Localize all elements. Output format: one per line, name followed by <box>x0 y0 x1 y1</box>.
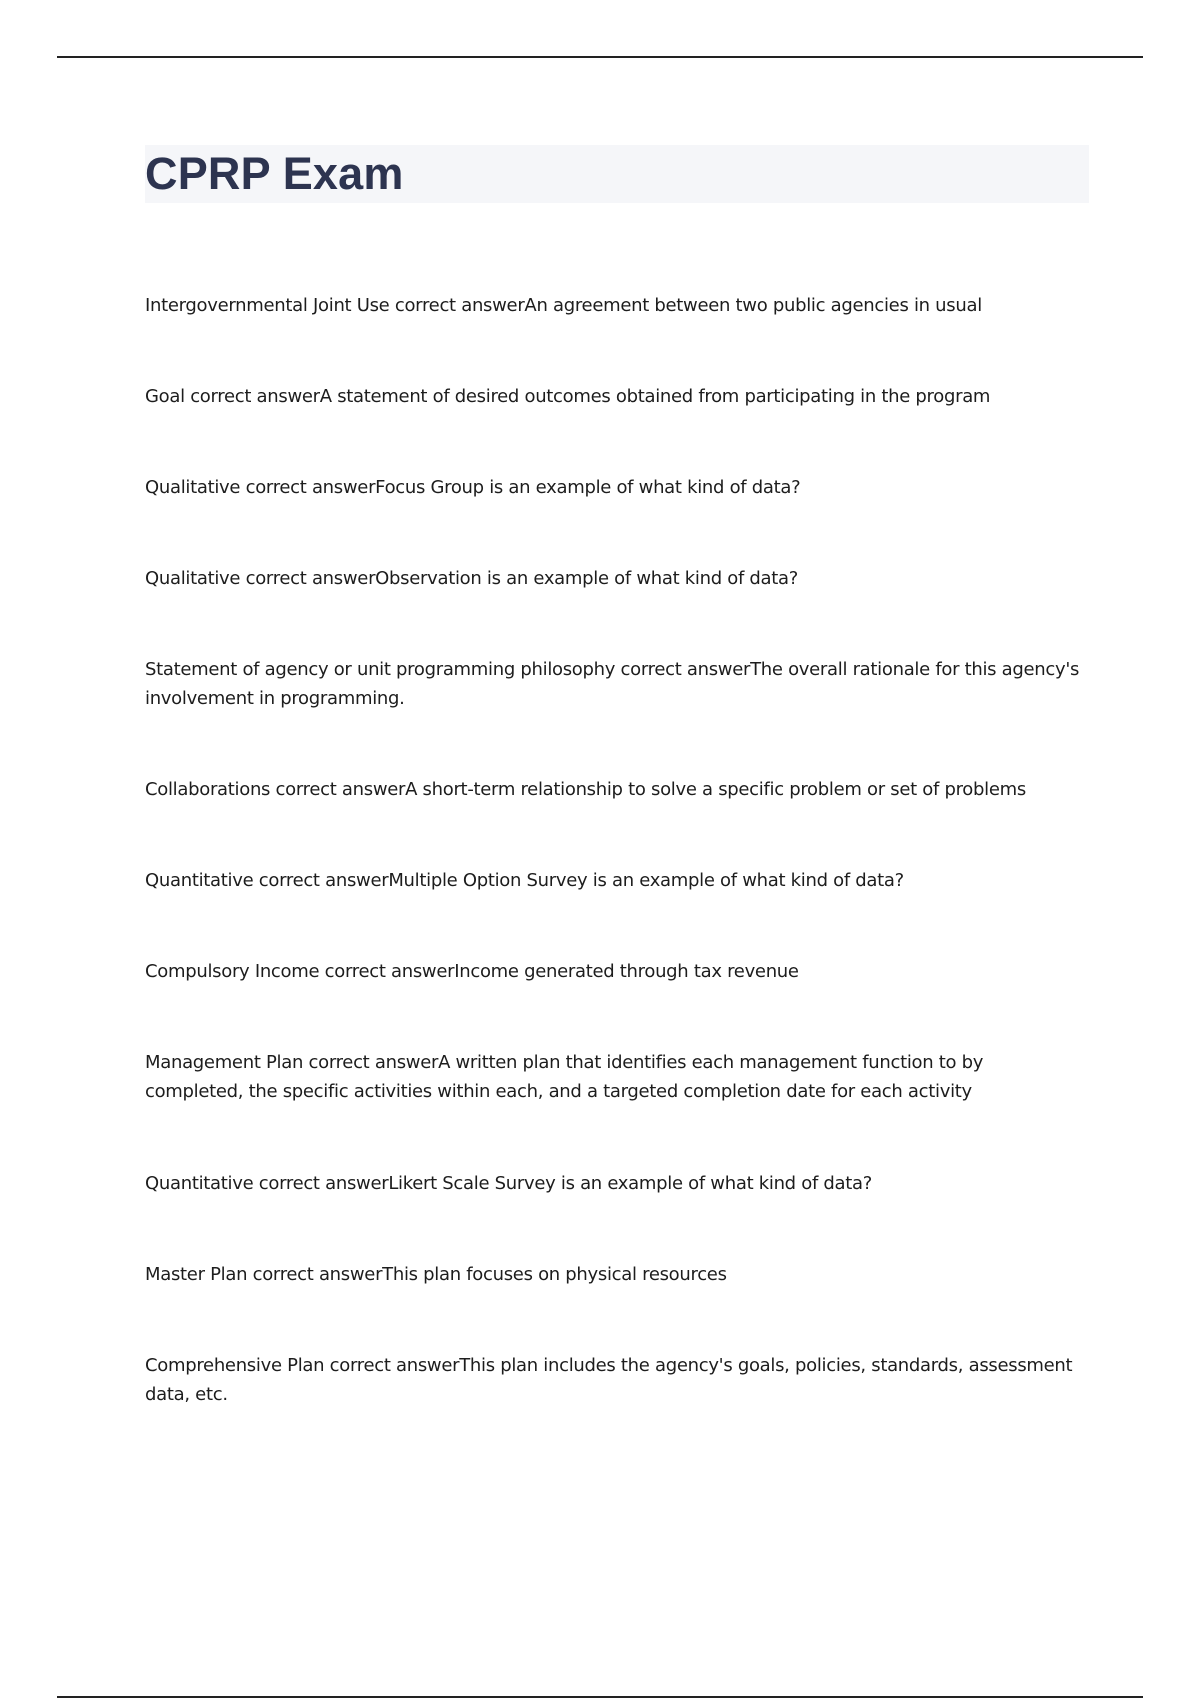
entry-item: Quantitative correct answerMultiple Option Survey is an example of what kind of data? <box>145 870 904 891</box>
entry-item: Goal correct answerA statement of desired outcomes obtained from participating in the program <box>145 386 991 407</box>
top-rule <box>57 56 1143 58</box>
page-title: CPRP Exam <box>145 148 404 199</box>
bottom-rule <box>57 1696 1143 1698</box>
entry-item: Quantitative correct answerLikert Scale Survey is an example of what kind of data? <box>145 1173 872 1194</box>
title-band <box>145 145 1089 203</box>
entry-item: Compulsory Income correct answerIncome generated through tax revenue <box>145 961 799 982</box>
entry-item: Qualitative correct answerFocus Group is an example of what kind of data? <box>145 477 801 498</box>
entry-item: Management Plan correct answerA written plan that identifies each management function to by completed, the specific activities within each, and a targeted completion date for each activity <box>145 1052 984 1102</box>
entry-item: Statement of agency or unit programming philosophy correct answerThe overall rationale for this agency's involvement in programming. <box>145 659 1080 709</box>
entry-item: Collaborations correct answerA short-term relationship to solve a specific problem or set of problems <box>145 779 1026 800</box>
entry-item: Master Plan correct answerThis plan focuses on physical resources <box>145 1264 727 1285</box>
entry-item: Comprehensive Plan correct answerThis plan includes the agency's goals, policies, standards, assessment data, etc. <box>145 1355 1073 1405</box>
entry-item: Intergovernmental Joint Use correct answerAn agreement between two public agencies in usual <box>145 295 982 316</box>
entry-item: Qualitative correct answerObservation is an example of what kind of data? <box>145 568 799 589</box>
